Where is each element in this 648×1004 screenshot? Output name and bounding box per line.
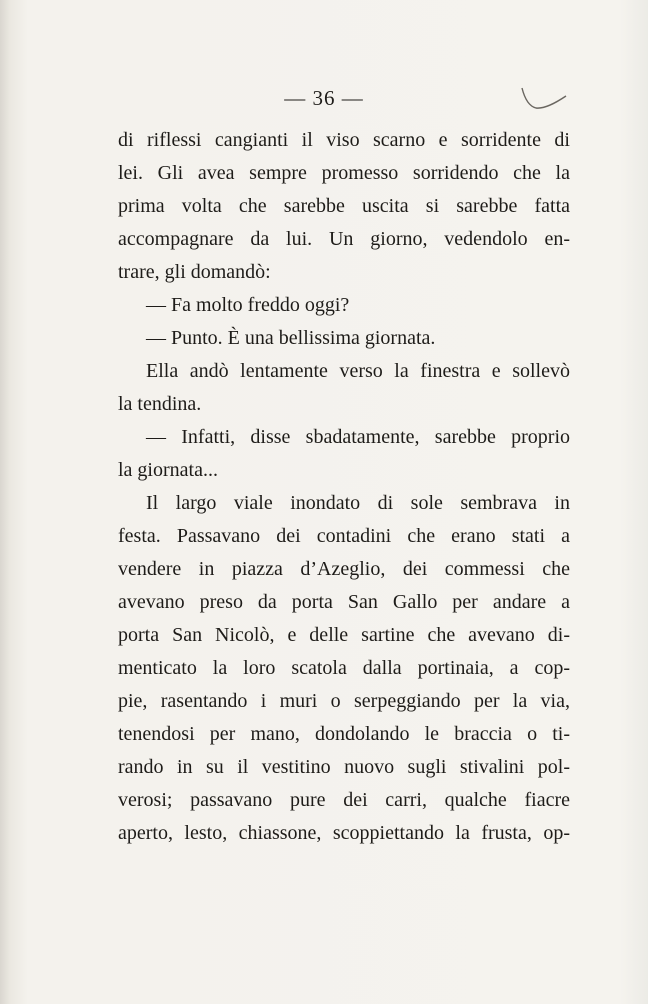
text-line: vendere in piazza d’Azeglio, dei commessi che — [118, 558, 570, 580]
page-number: — 36 — — [284, 86, 364, 110]
text-line: Il largo viale inondato di sole sembrava in — [146, 492, 570, 514]
text-line: lei. Gli avea sempre promesso sorridendo che la — [118, 162, 570, 184]
text-line: — Infatti, disse sbadatamente, sarebbe proprio — [146, 426, 570, 448]
text-line: festa. Passavano dei contadini che erano stati a — [118, 525, 570, 547]
text-line: menticato la loro scatola dalla portinaia, a cop- — [118, 657, 570, 679]
text-line: la giornata... — [118, 459, 218, 481]
text-line: verosi; passavano pure dei carri, qualche fiacre — [118, 789, 570, 811]
text-line: avevano preso da porta San Gallo per andare a — [118, 591, 570, 613]
text-line: pie, rasentando i muri o serpeggiando per la via, — [118, 690, 570, 712]
text-line: porta San Nicolò, e delle sartine che avevano di- — [118, 624, 570, 646]
text-line: la tendina. — [118, 393, 202, 415]
text-line: — Punto. È una bellissima giornata. — [146, 327, 436, 349]
text-line: rando in su il vestitino nuovo sugli stivalini pol- — [118, 756, 570, 778]
text-line: tenendosi per mano, dondolando le braccia o ti- — [118, 723, 570, 745]
text-line: di riflessi cangianti il viso scarno e sorridente di — [118, 129, 570, 151]
text-line: trare, gli domandò: — [118, 261, 271, 283]
text-line: Ella andò lentamente verso la finestra e sollevò — [146, 360, 570, 382]
text-line: prima volta che sarebbe uscita si sarebbe fatta — [118, 195, 570, 217]
text-line: — Fa molto freddo oggi? — [146, 294, 350, 316]
text-line: aperto, lesto, chiassone, scoppiettando la frusta, op- — [118, 822, 570, 844]
pencil-mark-icon — [514, 84, 574, 120]
text-line: accompagnare da lui. Un giorno, vedendolo en- — [118, 228, 570, 250]
